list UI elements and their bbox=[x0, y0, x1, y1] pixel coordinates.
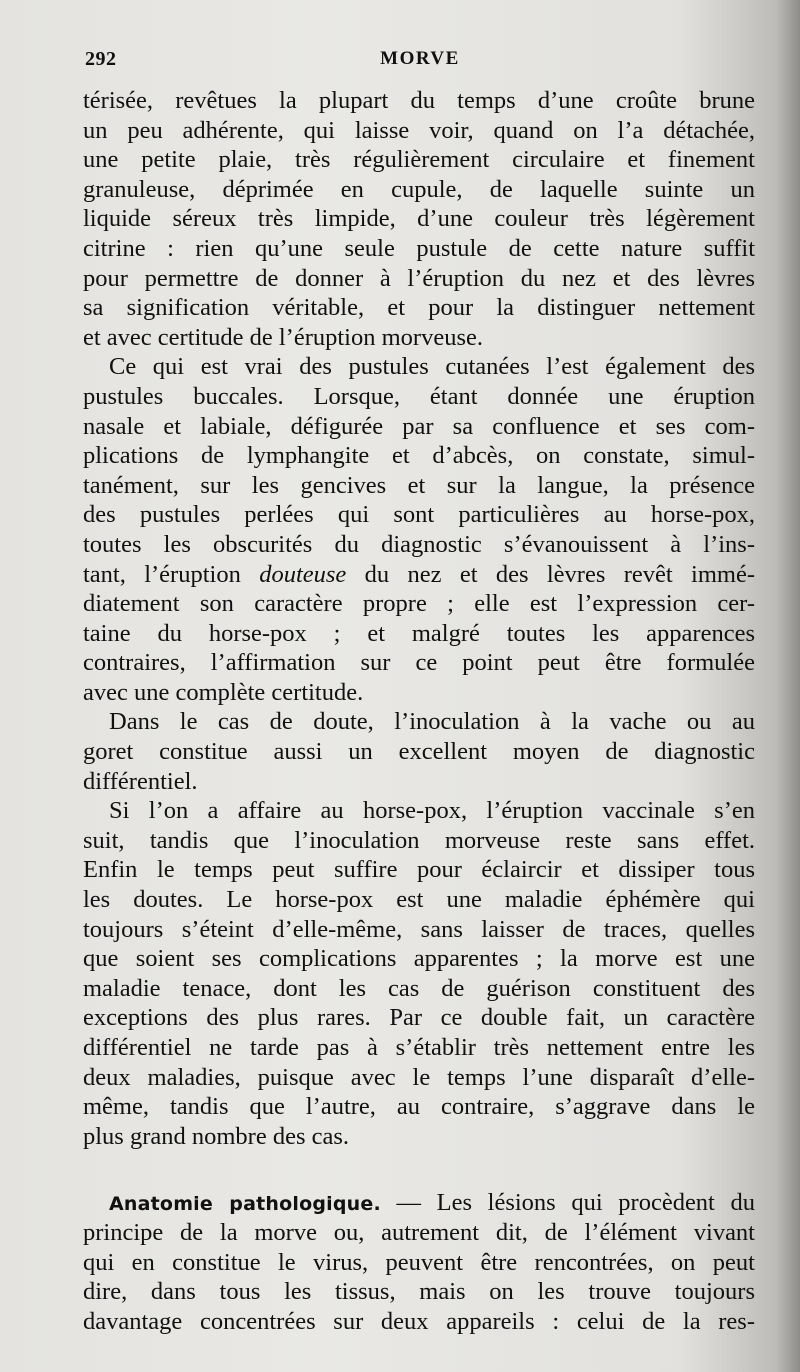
text-line: sa signification véritable, et pour la distinguer nettement bbox=[83, 294, 755, 322]
text-line: maladie tenace, dont les cas de guérison constituent des bbox=[83, 974, 755, 1002]
paragraph-1 bbox=[83, 86, 755, 352]
text-line: différentiel ne tarde pas à s’établir très nettement entre les bbox=[83, 1034, 755, 1061]
text-line: Dans le cas de doute, l’inoculation à la vache ou au bbox=[109, 708, 755, 736]
text-line: contraires, l’affirmation sur ce point peut être formulée bbox=[83, 649, 755, 677]
text-line: pour permettre de donner à l’éruption du nez et des lèvres bbox=[83, 264, 755, 292]
text-line: suit, tandis que l’inoculation morveuse reste sans effet. bbox=[83, 826, 755, 854]
text-line: taine du horse-pox ; et malgré toutes les apparences bbox=[83, 619, 755, 647]
paragraph-2 bbox=[83, 352, 755, 707]
text-line: que soient ses complications apparentes ; la morve est une bbox=[83, 945, 755, 973]
text-line: principe de la morve ou, autrement dit, de l’élément vivant bbox=[83, 1218, 755, 1246]
text-run: du nez et des lèvres revêt immé- bbox=[346, 560, 755, 588]
section-gap bbox=[83, 1151, 755, 1188]
text-line: granuleuse, déprimée en cupule, de laquelle suinte un bbox=[83, 175, 755, 203]
text-line: pustules buccales. Lorsque, étant donnée une éruption bbox=[83, 382, 755, 410]
text-line: liquide séreux très limpide, d’une couleur très légèrement bbox=[83, 205, 755, 233]
text-line: toujours s’éteint d’elle-même, sans laisser de traces, quelles bbox=[83, 915, 755, 943]
page-header bbox=[85, 48, 755, 78]
text-line: un peu adhérente, qui laisse voir, quand on l’a détachée, bbox=[83, 116, 755, 144]
text-line bbox=[83, 1188, 755, 1218]
text-line: citrine : rien qu’une seule pustule de cette nature suffit bbox=[83, 234, 755, 262]
paragraph-5 bbox=[83, 1188, 755, 1336]
text-run: tant, l’éruption bbox=[83, 560, 260, 588]
text-line: dire, dans tous les tissus, mais on les trouve toujours bbox=[83, 1278, 755, 1306]
text-line: diatement son caractère propre ; elle est l’expression cer- bbox=[83, 590, 755, 618]
text-line: exceptions des plus rares. Par ce double fait, un caractère bbox=[83, 1004, 755, 1032]
text-line: différentiel. bbox=[83, 767, 198, 795]
paragraph-3 bbox=[83, 707, 755, 796]
page-number: 292 bbox=[85, 48, 117, 70]
text-line: avec une complète certitude. bbox=[83, 678, 364, 706]
page-body bbox=[83, 86, 755, 1336]
italic-word: douteuse bbox=[259, 560, 347, 588]
text-line: Enfin le temps peut suffire pour éclaircir et dissiper tous bbox=[83, 856, 755, 884]
text-run: — Les lésions qui procèdent du bbox=[380, 1189, 755, 1217]
text-line: nasale et labiale, défigurée par sa confluence et ses com- bbox=[83, 412, 755, 440]
text-line: Si l’on a affaire au horse-pox, l’éruption vaccinale s’en bbox=[109, 797, 755, 825]
text-line bbox=[83, 560, 755, 590]
section-heading: Anatomie pathologique. bbox=[109, 1193, 381, 1216]
text-line: tanément, sur les gencives et sur la langue, la présence bbox=[83, 471, 755, 499]
text-line: plications de lymphangite et d’abcès, on constate, simul- bbox=[83, 442, 755, 470]
text-line: térisée, revêtues la plupart du temps d’une croûte brune bbox=[83, 87, 755, 114]
text-line: qui en constitue le virus, peuvent être rencontrées, on peut bbox=[83, 1248, 755, 1276]
running-title: MORVE bbox=[380, 48, 460, 69]
text-line: toutes les obscurités du diagnostic s’évanouissent à l’ins- bbox=[83, 530, 755, 558]
text-line: deux maladies, puisque avec le temps l’une disparaît d’elle- bbox=[83, 1063, 755, 1091]
text-line: et avec certitude de l’éruption morveuse. bbox=[83, 323, 483, 351]
text-line: Ce qui est vrai des pustules cutanées l’est également des bbox=[109, 353, 755, 381]
text-line: davantage concentrées sur deux appareils : celui de la res- bbox=[83, 1307, 755, 1335]
text-line: des pustules perlées qui sont particulières au horse-pox, bbox=[83, 501, 755, 529]
text-line: même, tandis que l’autre, au contraire, s’aggrave dans le bbox=[83, 1093, 755, 1121]
text-line: goret constitue aussi un excellent moyen de diagnostic bbox=[83, 738, 755, 766]
paragraph-4 bbox=[83, 796, 755, 1151]
text-line: plus grand nombre des cas. bbox=[83, 1122, 350, 1150]
text-line: une petite plaie, très régulièrement circulaire et finement bbox=[83, 146, 755, 174]
text-line: les doutes. Le horse-pox est une maladie éphémère qui bbox=[83, 886, 755, 914]
